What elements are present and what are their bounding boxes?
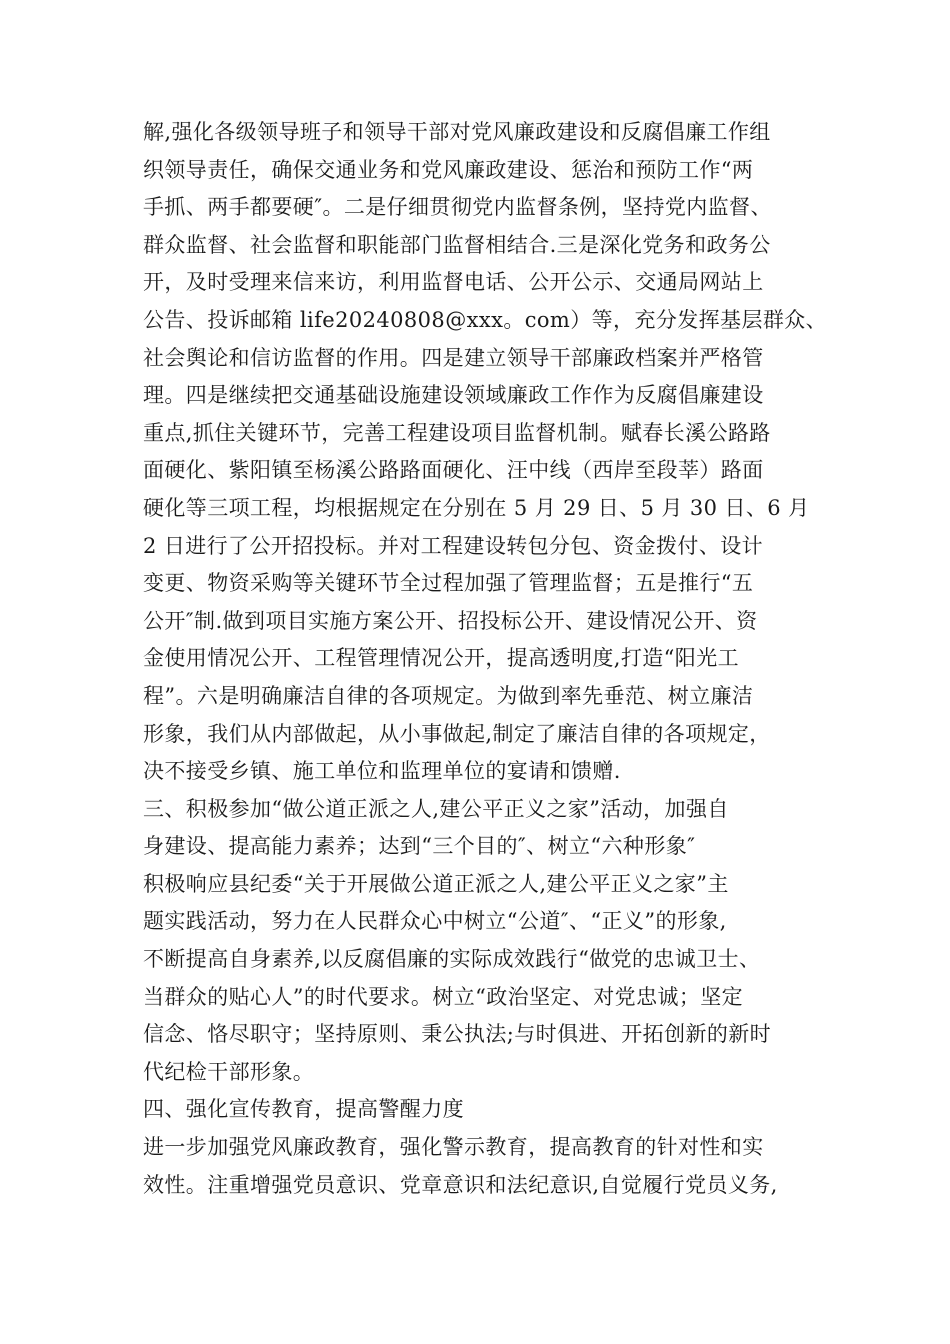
text-line-28: 进一步加强党风廉政教育，强化警示教育，提高教育的针对性和实: [143, 1135, 764, 1160]
text-line-12: 2 日进行了公开招投标。并对工程建设转包分包、资金拨付、设计: [143, 533, 764, 558]
text-line-14: 公开″制.做到项目实施方案公开、招投标公开、建设情况公开、资: [143, 608, 758, 633]
text-line-11: 硬化等三项工程，均根据规定在分别在 5 月 29 日、5 月 30 日、6 月: [143, 495, 810, 520]
text-line-8: 理。四是继续把交通基础设施建设领域廉政工作作为反腐倡廉建设: [143, 383, 764, 408]
document-body: [143, 114, 843, 1204]
text-line-2: 织领导责任，确保交通业务和党风廉政建设、惩治和预防工作“两: [143, 157, 754, 182]
text-line-26: 代纪检干部形象。: [143, 1059, 315, 1084]
text-line-29: 效性。注重增强党员意识、党章意识和法纪意识,自觉履行党员义务,: [143, 1172, 778, 1197]
text-line-10: 面硬化、紫阳镇至杨溪公路路面硬化、汪中线（西岸至段莘）路面: [143, 458, 764, 483]
text-line-15: 金使用情况公开、工程管理情况公开，提高透明度,打造“阳光工: [143, 646, 740, 671]
text-line-25: 信念、恪尽职守；坚持原则、秉公执法;与时俱进、开拓创新的新时: [143, 1022, 772, 1047]
text-line-24: 当群众的贴心人”的时代要求。树立“政治坚定、对党忠诚；坚定: [143, 984, 744, 1009]
text-line-17: 形象，我们从内部做起，从小事做起,制定了廉洁自律的各项规定，: [143, 721, 771, 746]
text-line-16: 程”。六是明确廉洁自律的各项规定。为做到率先垂范、树立廉洁: [143, 683, 754, 708]
text-line-21: 积极响应县纪委“关于开展做公道正派之人,建公平正义之家”主: [143, 871, 729, 896]
text-line-18: 决不接受乡镇、施工单位和监理单位的宴请和馈赠.: [143, 759, 621, 784]
section-heading-3-continued: 身建设、提高能力素养；达到“三个目的″、树立“六种形象″: [143, 834, 696, 859]
text-line-22: 题实践活动，努力在人民群众心中树立“公道″、“正义”的形象,: [143, 909, 727, 934]
text-line-23: 不断提高自身素养,以反腐倡廉的实际成效践行“做党的忠诚卫士、: [143, 947, 761, 972]
text-line-6: 公告、投诉邮箱 life20240808@xxx。com）等，充分发挥基层群众、: [143, 307, 828, 332]
section-heading-4: 四、强化宣传教育，提高警醒力度: [143, 1097, 464, 1122]
text-line-7: 社会舆论和信访监督的作用。四是建立领导干部廉政档案并严格管: [143, 345, 764, 370]
text-line-13: 变更、物资采购等关键环节全过程加强了管理监督；五是推行“五: [143, 571, 754, 596]
text-line-5: 开，及时受理来信来访，利用监督电话、公开公示、交通局网站上: [143, 270, 764, 295]
text-line-9: 重点,抓住关键环节，完善工程建设项目监督机制。赋春长溪公路路: [143, 420, 771, 445]
section-heading-3: 三、积极参加“做公道正派之人,建公平正义之家”活动，加强自: [143, 796, 729, 821]
text-line-4: 群众监督、社会监督和职能部门监督相结合.三是深化党务和政务公: [143, 232, 771, 257]
text-line-3: 手抓、两手都要硬″。二是仔细贯彻党内监督条例，坚持党内监督、: [143, 195, 772, 220]
text-line-1: 解,强化各级领导班子和领导干部对党风廉政建设和反腐倡廉工作组: [143, 120, 771, 144]
